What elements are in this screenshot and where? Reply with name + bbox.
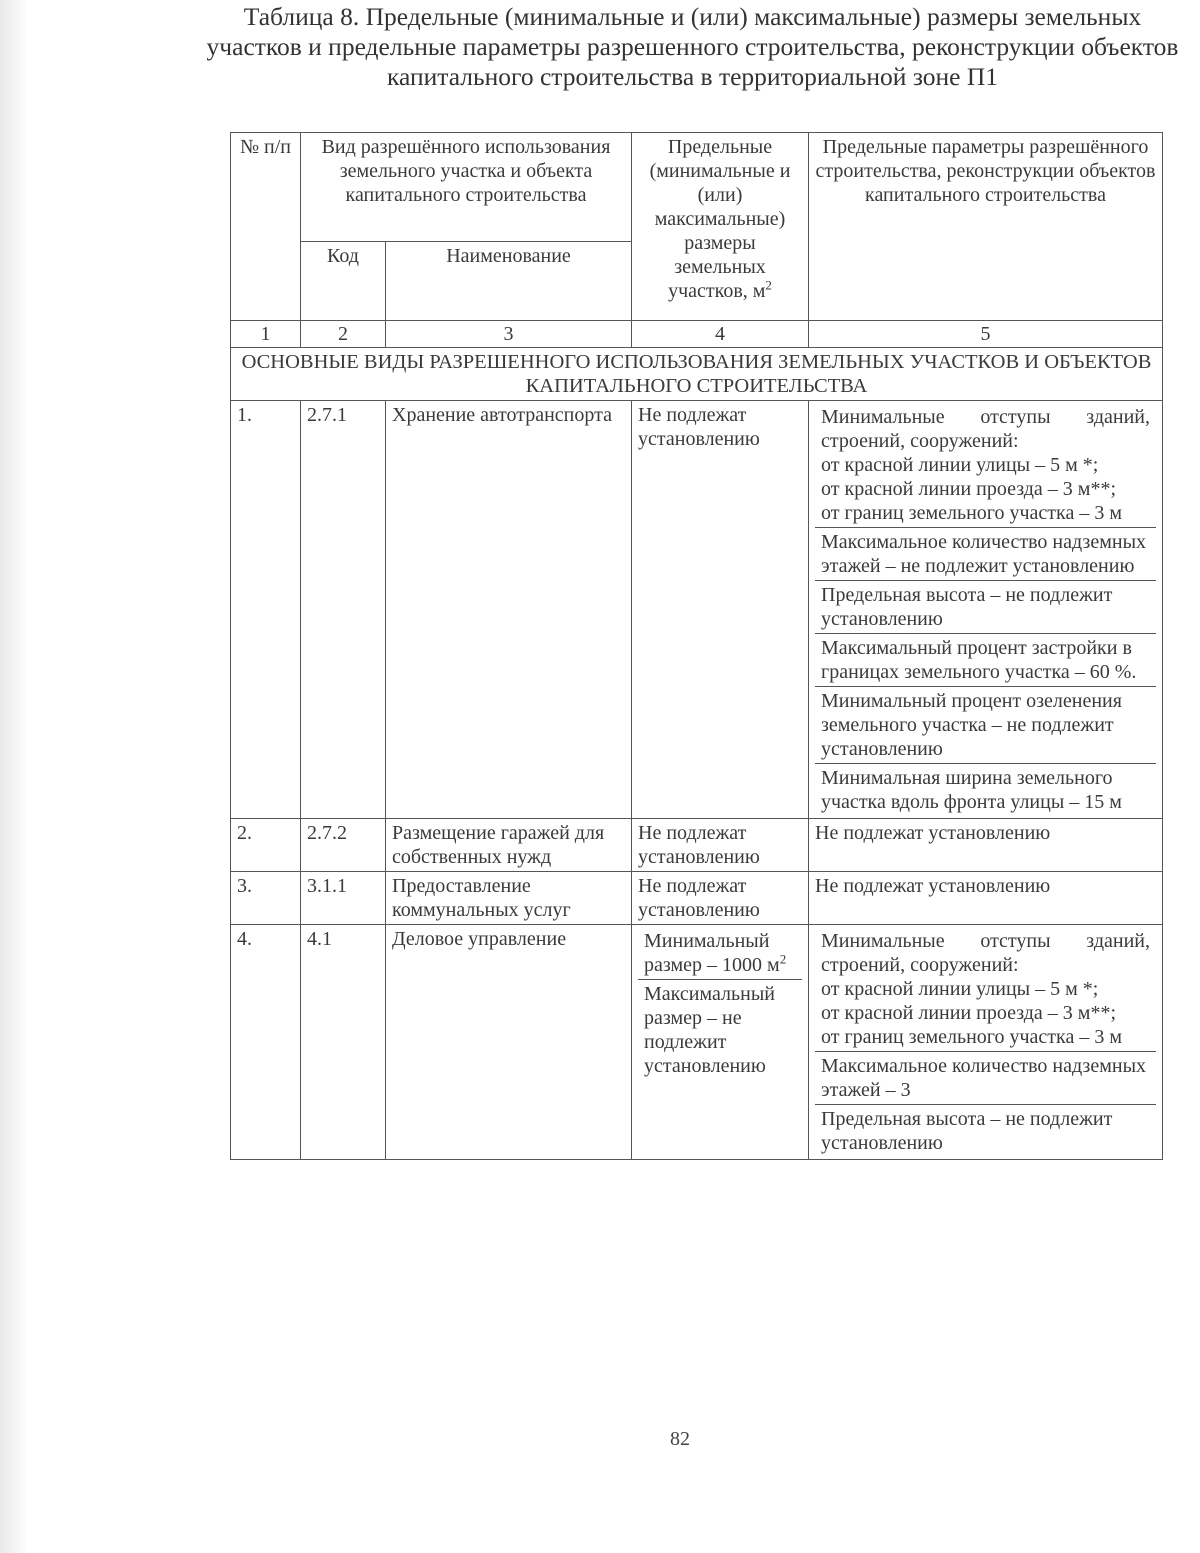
zoning-table xyxy=(230,132,1163,1160)
header-params: Предельные параметры разрешённого строительства, реконструкции объектов капитального строительства xyxy=(809,133,1163,321)
row-name: Деловое управление xyxy=(386,925,632,1160)
row-params: Не подлежат установлению xyxy=(809,819,1163,872)
header-name: Наименование xyxy=(386,242,632,321)
size-max: Максимальный размер – не подлежит установлению xyxy=(644,983,775,1077)
param-height: Предельная высота – не подлежит установлению xyxy=(815,581,1156,634)
table-row xyxy=(231,872,1163,925)
row-size: Не подлежат установлению xyxy=(632,401,809,819)
section-row xyxy=(231,348,1163,401)
row-code: 3.1.1 xyxy=(301,872,386,925)
row-params xyxy=(809,925,1163,1160)
row-num: 3. xyxy=(231,872,301,925)
row-name: Размещение гаражей для собственных нужд xyxy=(386,819,632,872)
row-code: 2.7.1 xyxy=(301,401,386,819)
col-number: 3 xyxy=(386,321,632,348)
param-setbacks: Минимальные отступы зданий, строений, сооружений: от красной линии улицы – 5 м *; от красной линии проезда – 3 м**; от границ земельного участка – 3 м xyxy=(815,403,1156,528)
row-num: 2. xyxy=(231,819,301,872)
scan-edge xyxy=(0,0,28,1553)
row-size: Не подлежат установлению xyxy=(632,819,809,872)
header-row xyxy=(231,133,1163,242)
param-floors: Максимальное количество надземных этажей – 3 xyxy=(815,1052,1156,1105)
param-width: Минимальная ширина земельного участка вдоль фронта улицы – 15 м xyxy=(821,767,1122,813)
header-num: № п/п xyxy=(231,133,301,321)
param-floors: Максимальное количество надземных этажей – не подлежит установлению xyxy=(815,528,1156,581)
header-use: Вид разрешённого использования земельного участка и объекта капитального строительства xyxy=(301,133,632,242)
table-row xyxy=(231,925,1163,1160)
col-number: 1 xyxy=(231,321,301,348)
size-min: Минимальный размер – 1000 $м^2$ xyxy=(638,927,802,980)
col-number: 5 xyxy=(809,321,1163,348)
header-size: Предельные (минимальные и (или) максимальные) размеры земельных участков, $м^2$ xyxy=(632,133,809,321)
row-size: Не подлежат установлению xyxy=(632,872,809,925)
column-numbers-row xyxy=(231,321,1163,348)
param-setbacks: Минимальные отступы зданий, строений, сооружений: от красной линии улицы – 5 м *; от красной линии проезда – 3 м**; от границ земельного участка – 3 м xyxy=(815,927,1156,1052)
param-greening: Минимальный процент озеленения земельного участка – не подлежит установлению xyxy=(815,687,1156,764)
col-number: 4 xyxy=(632,321,809,348)
row-num: 4. xyxy=(231,925,301,1160)
param-coverage: Максимальный процент застройки в границах земельного участка – 60 %. xyxy=(815,634,1156,687)
row-name: Предоставление коммунальных услуг xyxy=(386,872,632,925)
col-number: 2 xyxy=(301,321,386,348)
row-size xyxy=(632,925,809,1160)
row-code: 4.1 xyxy=(301,925,386,1160)
row-num: 1. xyxy=(231,401,301,819)
param-height: Предельная высота – не подлежит установлению xyxy=(821,1108,1113,1154)
section-title: ОСНОВНЫЕ ВИДЫ РАЗРЕШЕННОГО ИСПОЛЬЗОВАНИЯ ЗЕМЕЛЬНЫХ УЧАСТКОВ И ОБЪЕКТОВ КАПИТАЛЬНОГО СТРОИТЕЛЬСТВА xyxy=(231,348,1163,401)
page-number: 82 xyxy=(670,1428,690,1450)
row-params xyxy=(809,401,1163,819)
table-row xyxy=(231,819,1163,872)
table-title: Таблица 8. Предельные (минимальные и (или) максимальные) размеры земельных участков и предельные параметры разрешенного строительства, реконструкции объектов капитального строительства в территориальной зоне П1 xyxy=(206,2,1179,91)
row-code: 2.7.2 xyxy=(301,819,386,872)
header-code: Код xyxy=(301,242,386,321)
table-row xyxy=(231,401,1163,819)
row-params: Не подлежат установлению xyxy=(809,872,1163,925)
row-name: Хранение автотранспорта xyxy=(386,401,632,819)
